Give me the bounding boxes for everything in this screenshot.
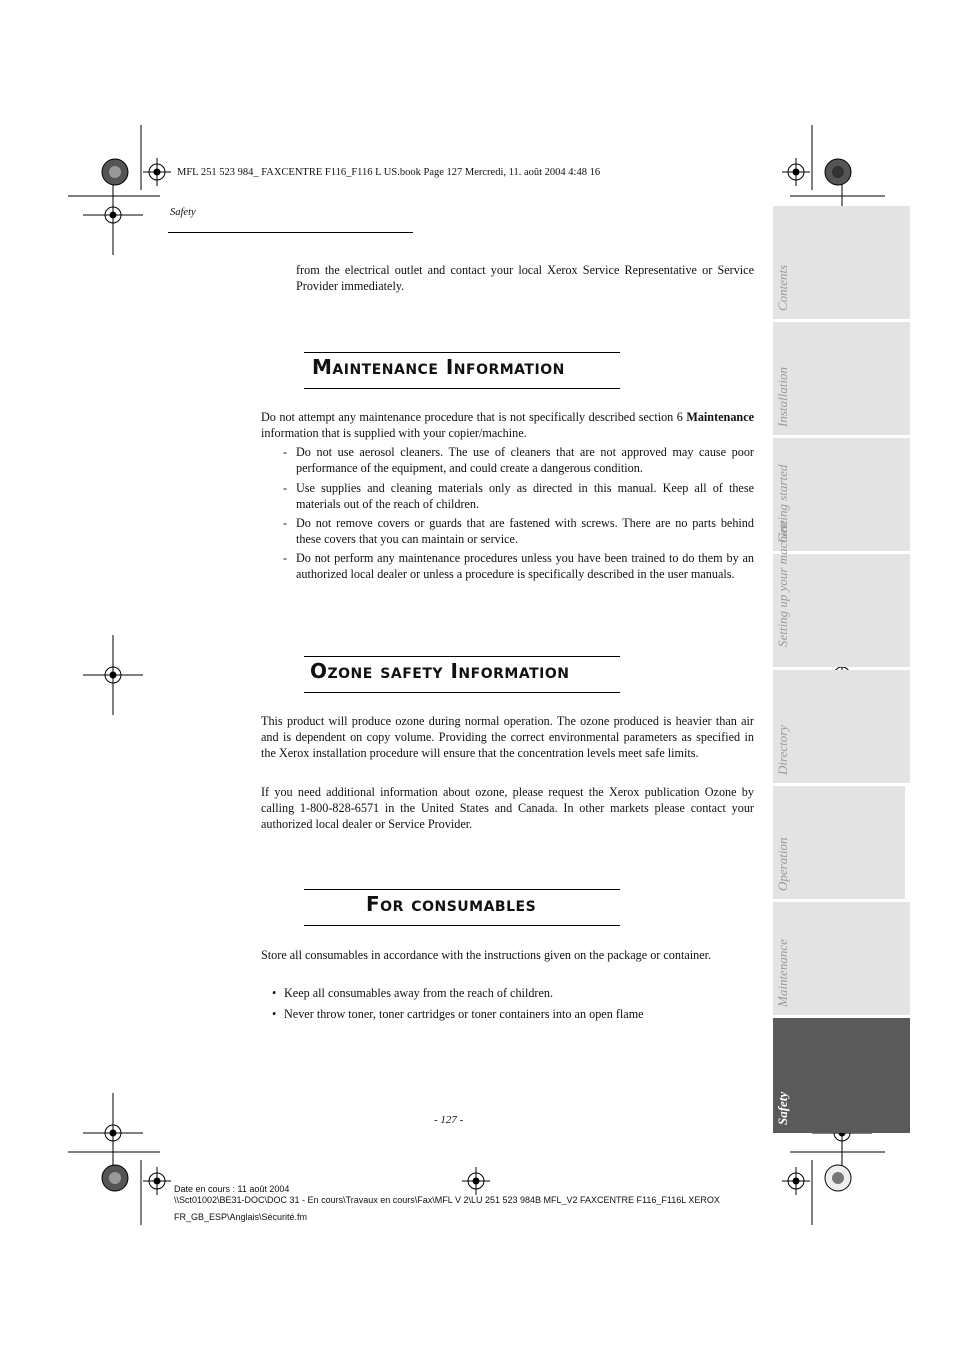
- ozone-heading: Ozone safety Information: [310, 659, 570, 683]
- tab-getting-started[interactable]: Getting started: [773, 438, 910, 551]
- tab-setting-up[interactable]: Setting up your machine: [773, 554, 910, 667]
- tab-contents[interactable]: Contents: [773, 206, 910, 319]
- maintenance-heading-box: [304, 352, 620, 389]
- list-item: • Keep all consumables away from the reach of children.: [272, 986, 554, 1000]
- footer-path-2: FR_GB_ESP\Anglais\Sécurité.fm: [174, 1212, 308, 1222]
- list-item: - Do not remove covers or guards that are fastened with screws. There are no parts behind these covers that you can maintain or service.: [283, 516, 754, 546]
- maintenance-heading: Maintenance Information: [312, 355, 565, 379]
- tab-directory[interactable]: Directory: [773, 670, 910, 783]
- consumables-intro: Store all consumables in accordance with the instructions given on the package or container.: [261, 948, 712, 962]
- tab-safety[interactable]: Safety: [773, 1018, 910, 1133]
- tab-installation[interactable]: Installation: [773, 322, 910, 435]
- maintenance-intro-end: information that is supplied with your copier/machine.: [261, 426, 527, 440]
- page-number: - 127 -: [434, 1114, 464, 1126]
- running-section-label: Safety: [170, 207, 196, 218]
- book-info-header: MFL 251 523 984_ FAXCENTRE F116_F116 L US.book Page 127 Mercredi, 11. août 2004 4:48 16: [177, 167, 601, 178]
- consumables-heading-box: [304, 889, 620, 926]
- footer-date: Date en cours : 11 août 2004: [174, 1184, 290, 1194]
- list-item: - Use supplies and cleaning materials only as directed in this manual. Keep all of these materials out of the reach of children.: [283, 481, 754, 511]
- intro-paragraph: from the electrical outlet and contact your local Xerox Service Representative or Service Provider immediately.: [296, 263, 754, 293]
- ozone-heading-box: [304, 656, 620, 693]
- list-item: - Do not perform any maintenance procedures unless you have been trained to do them by an authorized local dealer or unless a procedure is specifically described in the user manuals.: [283, 551, 754, 581]
- footer-path: \\Sct01002\BE31-DOC\DOC 31 - En cours\Travaux en cours\Fax\MFL V 2\LU 251 523 984B MFL_V2 FAXCENTRE F116_F116L XEROX: [174, 1195, 720, 1205]
- tab-operation[interactable]: Operation: [773, 786, 905, 899]
- maintenance-intro-start: Do not attempt any maintenance procedure that is not specifically described section 6: [261, 410, 683, 424]
- consumables-heading: For consumables: [366, 892, 537, 916]
- header-rule: [168, 232, 413, 233]
- maintenance-intro-bold: Maintenance: [686, 410, 755, 424]
- list-item: - Do not use aerosol cleaners. The use of cleaners that are not approved may cause poor performance of the equipment, and could create a dangerous condition.: [283, 445, 754, 475]
- ozone-paragraph-1: This product will produce ozone during normal operation. The ozone produced is heavier than air and is dependent on copy volume. Providing the correct environmental parameters as specified in the Xerox installation procedure will ensure that the concentration levels meet safe limits.: [261, 714, 754, 760]
- ozone-paragraph-2: If you need additional information about ozone, please request the Xerox publication Ozone by calling 1-800-828-6571 in the United States and Canada. In other markets please contact your authorized local dealer or Service Provider.: [261, 785, 754, 831]
- maintenance-intro: [261, 409, 754, 441]
- list-item: • Never throw toner, toner cartridges or toner containers into an open flame: [272, 1007, 644, 1021]
- tab-maintenance[interactable]: Maintenance: [773, 902, 910, 1015]
